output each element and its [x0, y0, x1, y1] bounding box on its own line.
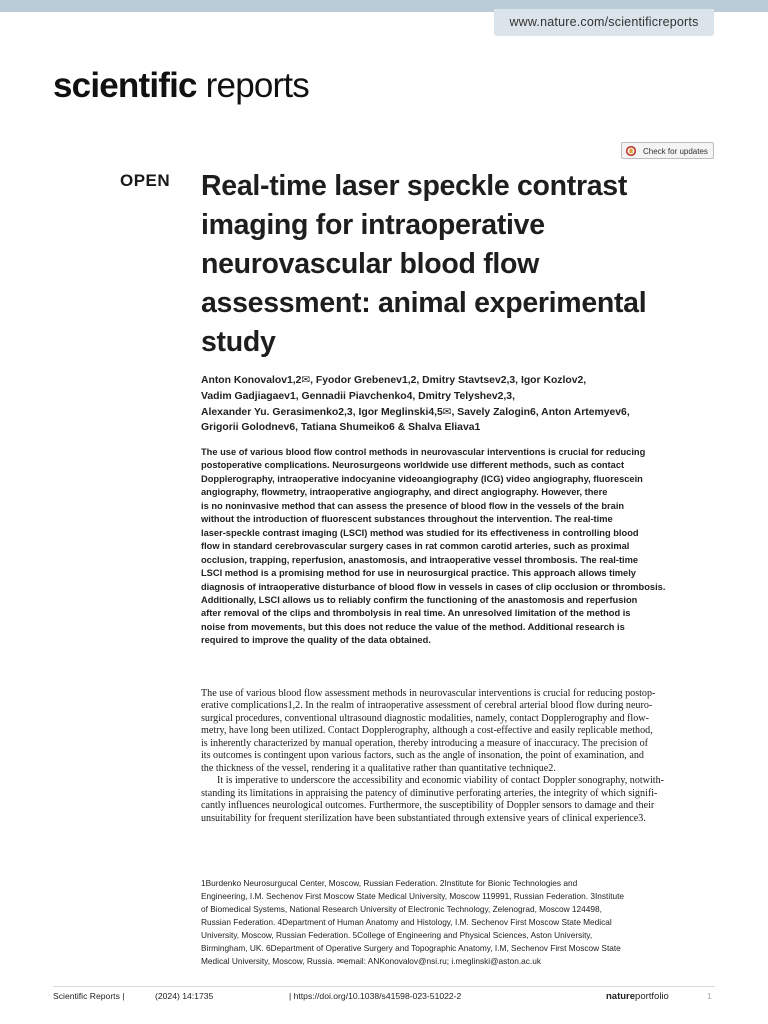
abstract-line: Additionally, LSCI allows us to reliably confirm the functioning of the anastomosis and reperfusion	[201, 594, 638, 605]
body-line: standing its limitations in appraising the patency of diminutive perforating arteries, the integrity of which signifi-	[201, 787, 658, 799]
brand-light: reports	[205, 66, 310, 105]
publisher-bold: nature	[606, 991, 636, 1002]
check-updates-icon	[626, 146, 636, 156]
abstract-line: Dopplerography, intraoperative indocyanine videoangiography (ICG) video angiography, fluorescein	[201, 473, 643, 484]
abstract-line: diagnosis of intraoperative disturbance of blood flow in vessels in cases of clip occlusion or thrombosis.	[201, 581, 666, 592]
title-line: neurovascular blood flow	[201, 248, 540, 280]
body-line: metry, have long been utilized. Contact Dopplerography, although a cost-effective and easily replicable method,	[201, 725, 653, 737]
footer-divider	[53, 986, 715, 987]
abstract-line: angiography, flowmetry, intraoperative angiography, and direct angiography. However, there	[201, 487, 608, 498]
page-number: 1	[707, 991, 712, 1001]
brand-bold: scientific	[53, 66, 197, 105]
body-line: cantly influences neurological outcomes. Furthermore, the susceptibility of Doppler sensors to damage and their	[201, 800, 655, 812]
body-line: the thickness of the vessel, rendering it a qualitative rather than quantitative technique2.	[201, 762, 556, 774]
body-line: surgical procedures, conventional ultrasound diagnostic modalities, namely, contact Dopplerography and flow-	[201, 712, 649, 724]
affiliation-line[interactable]: Medical University, Moscow, Russia. ✉email: ANKonovalov@nsi.ru; i.meglinski@aston.ac.uk	[201, 955, 541, 966]
affiliation-line: Russian Federation. 4Department of Human Anatomy and Histology, I.M. Sechenov First Moscow State Medical	[201, 916, 612, 927]
author-line[interactable]: Alexander Yu. Gerasimenko2,3, Igor Meglinski4,5✉, Savely Zalogin6, Anton Artemyev6,	[201, 406, 630, 418]
check-for-updates-button[interactable]	[621, 142, 714, 159]
abstract-line: laser-speckle contrast imaging (LSCI) method was studied for its effectiveness in controlling blood	[201, 527, 639, 538]
body-line: unsuitability for frequent sterilization have been substantiated through extensive years of clinical experience3.	[201, 812, 646, 824]
journal-brand	[53, 64, 309, 108]
affiliation-line: Birmingham, UK. 6Department of Operative Surgery and Topographic Anatomy, I.M, Sechenov First Moscow State	[201, 942, 621, 953]
footer-volume: (2024) 14:1735	[155, 991, 214, 1001]
affiliation-line: of Biomedical Systems, National Research University of Electronic Technology, Zelenograd, Moscow 124498,	[201, 903, 602, 914]
abstract-line: flow in standard cerebrovascular surgery cases in rat common carotid arteries, such as proximal	[201, 541, 630, 552]
author-list	[201, 373, 721, 436]
abstract-line: required to improve the quality of the data obtained.	[201, 635, 431, 646]
body-line: is inherently characterized by manual operation, thereby introducing a measure of inaccuracy. The precision of	[201, 737, 649, 749]
author-line[interactable]: Anton Konovalov1,2✉, Fyodor Grebenev1,2, Dmitry Stavtsev2,3, Igor Kozlov2,	[201, 375, 587, 386]
affiliations	[201, 877, 717, 968]
abstract-line: without the introduction of fluorescent substances throughout the intervention. The real-time	[201, 514, 613, 525]
footer-doi-link[interactable]: | https://doi.org/10.1038/s41598-023-51022-2	[289, 991, 462, 1001]
open-access-label: OPEN	[120, 171, 171, 190]
footer-journal: Scientific Reports |	[53, 991, 125, 1001]
body-text	[201, 688, 717, 825]
title-line: Real-time laser speckle contrast	[201, 170, 628, 202]
affiliation-line: Engineering, I.M. Sechenov First Moscow State Medical University, Moscow 119991, Russian Federation. 3Institute	[201, 890, 625, 901]
abstract-line: after removal of the clips and thrombolysis in real time. An unresolved limitation of the method is	[201, 608, 631, 619]
title-line: imaging for intraoperative	[201, 209, 545, 241]
abstract-line: postoperative complications. Neurosurgeons worldwide use different methods, such as contact	[201, 460, 625, 471]
affiliation-line: University, Moscow, Russian Federation. 5College of Engineering and Physical Sciences, Aston University,	[201, 929, 593, 940]
title-line: assessment: animal experimental	[201, 287, 647, 319]
abstract-line: occlusion, trapping, reperfusion, anastomosis, and intraoperative vessel thrombosis. The real-time	[201, 554, 639, 565]
abstract-line: is no noninvasive method that can assess the presence of blood flow in the vessels of the brain	[201, 500, 625, 511]
check-updates-label: Check for updates	[643, 147, 708, 156]
body-line: The use of various blood flow assessment methods in neurovascular interventions is crucial for reducing postop-	[201, 688, 656, 699]
author-line[interactable]: Grigorii Golodnev6, Tatiana Shumeiko6 & Shalva Eliava1	[201, 422, 481, 434]
body-line: It is imperative to underscore the accessibility and economic viability of contact Doppler sonography, notwith-	[217, 775, 664, 787]
abstract-line: noise from movements, but this does not reduce the value of the method. Additional research is	[201, 621, 625, 632]
article-title	[201, 167, 701, 362]
abstract-line: LSCI method is a promising method for use in neurosurgical practice. This approach allows timely	[201, 568, 636, 579]
body-line: erative complications1,2. In the realm of intraoperative assessment of cerebral arterial blood flow during neuro-	[201, 700, 653, 712]
affiliation-line: 1Burdenko Neurosurgucal Center, Moscow, Russian Federation. 2Institute for Bionic Technologies and	[201, 878, 578, 888]
abstract	[201, 446, 721, 648]
title-line: study	[201, 326, 276, 358]
author-line[interactable]: Vadim Gadjiagaev1, Gennadii Piavchenko4, Dmitry Telyshev2,3,	[201, 390, 515, 402]
journal-url[interactable]: www.nature.com/scientificreports	[494, 9, 714, 36]
abstract-line: The use of various blood flow control methods in neurovascular interventions is crucial for reducing	[201, 447, 646, 457]
publisher-light: portfolio	[635, 991, 669, 1002]
body-line: its outcomes is contingent upon various factors, such as the angle of insonation, the point of examination, and	[201, 750, 644, 762]
footer-publisher	[606, 991, 669, 1002]
